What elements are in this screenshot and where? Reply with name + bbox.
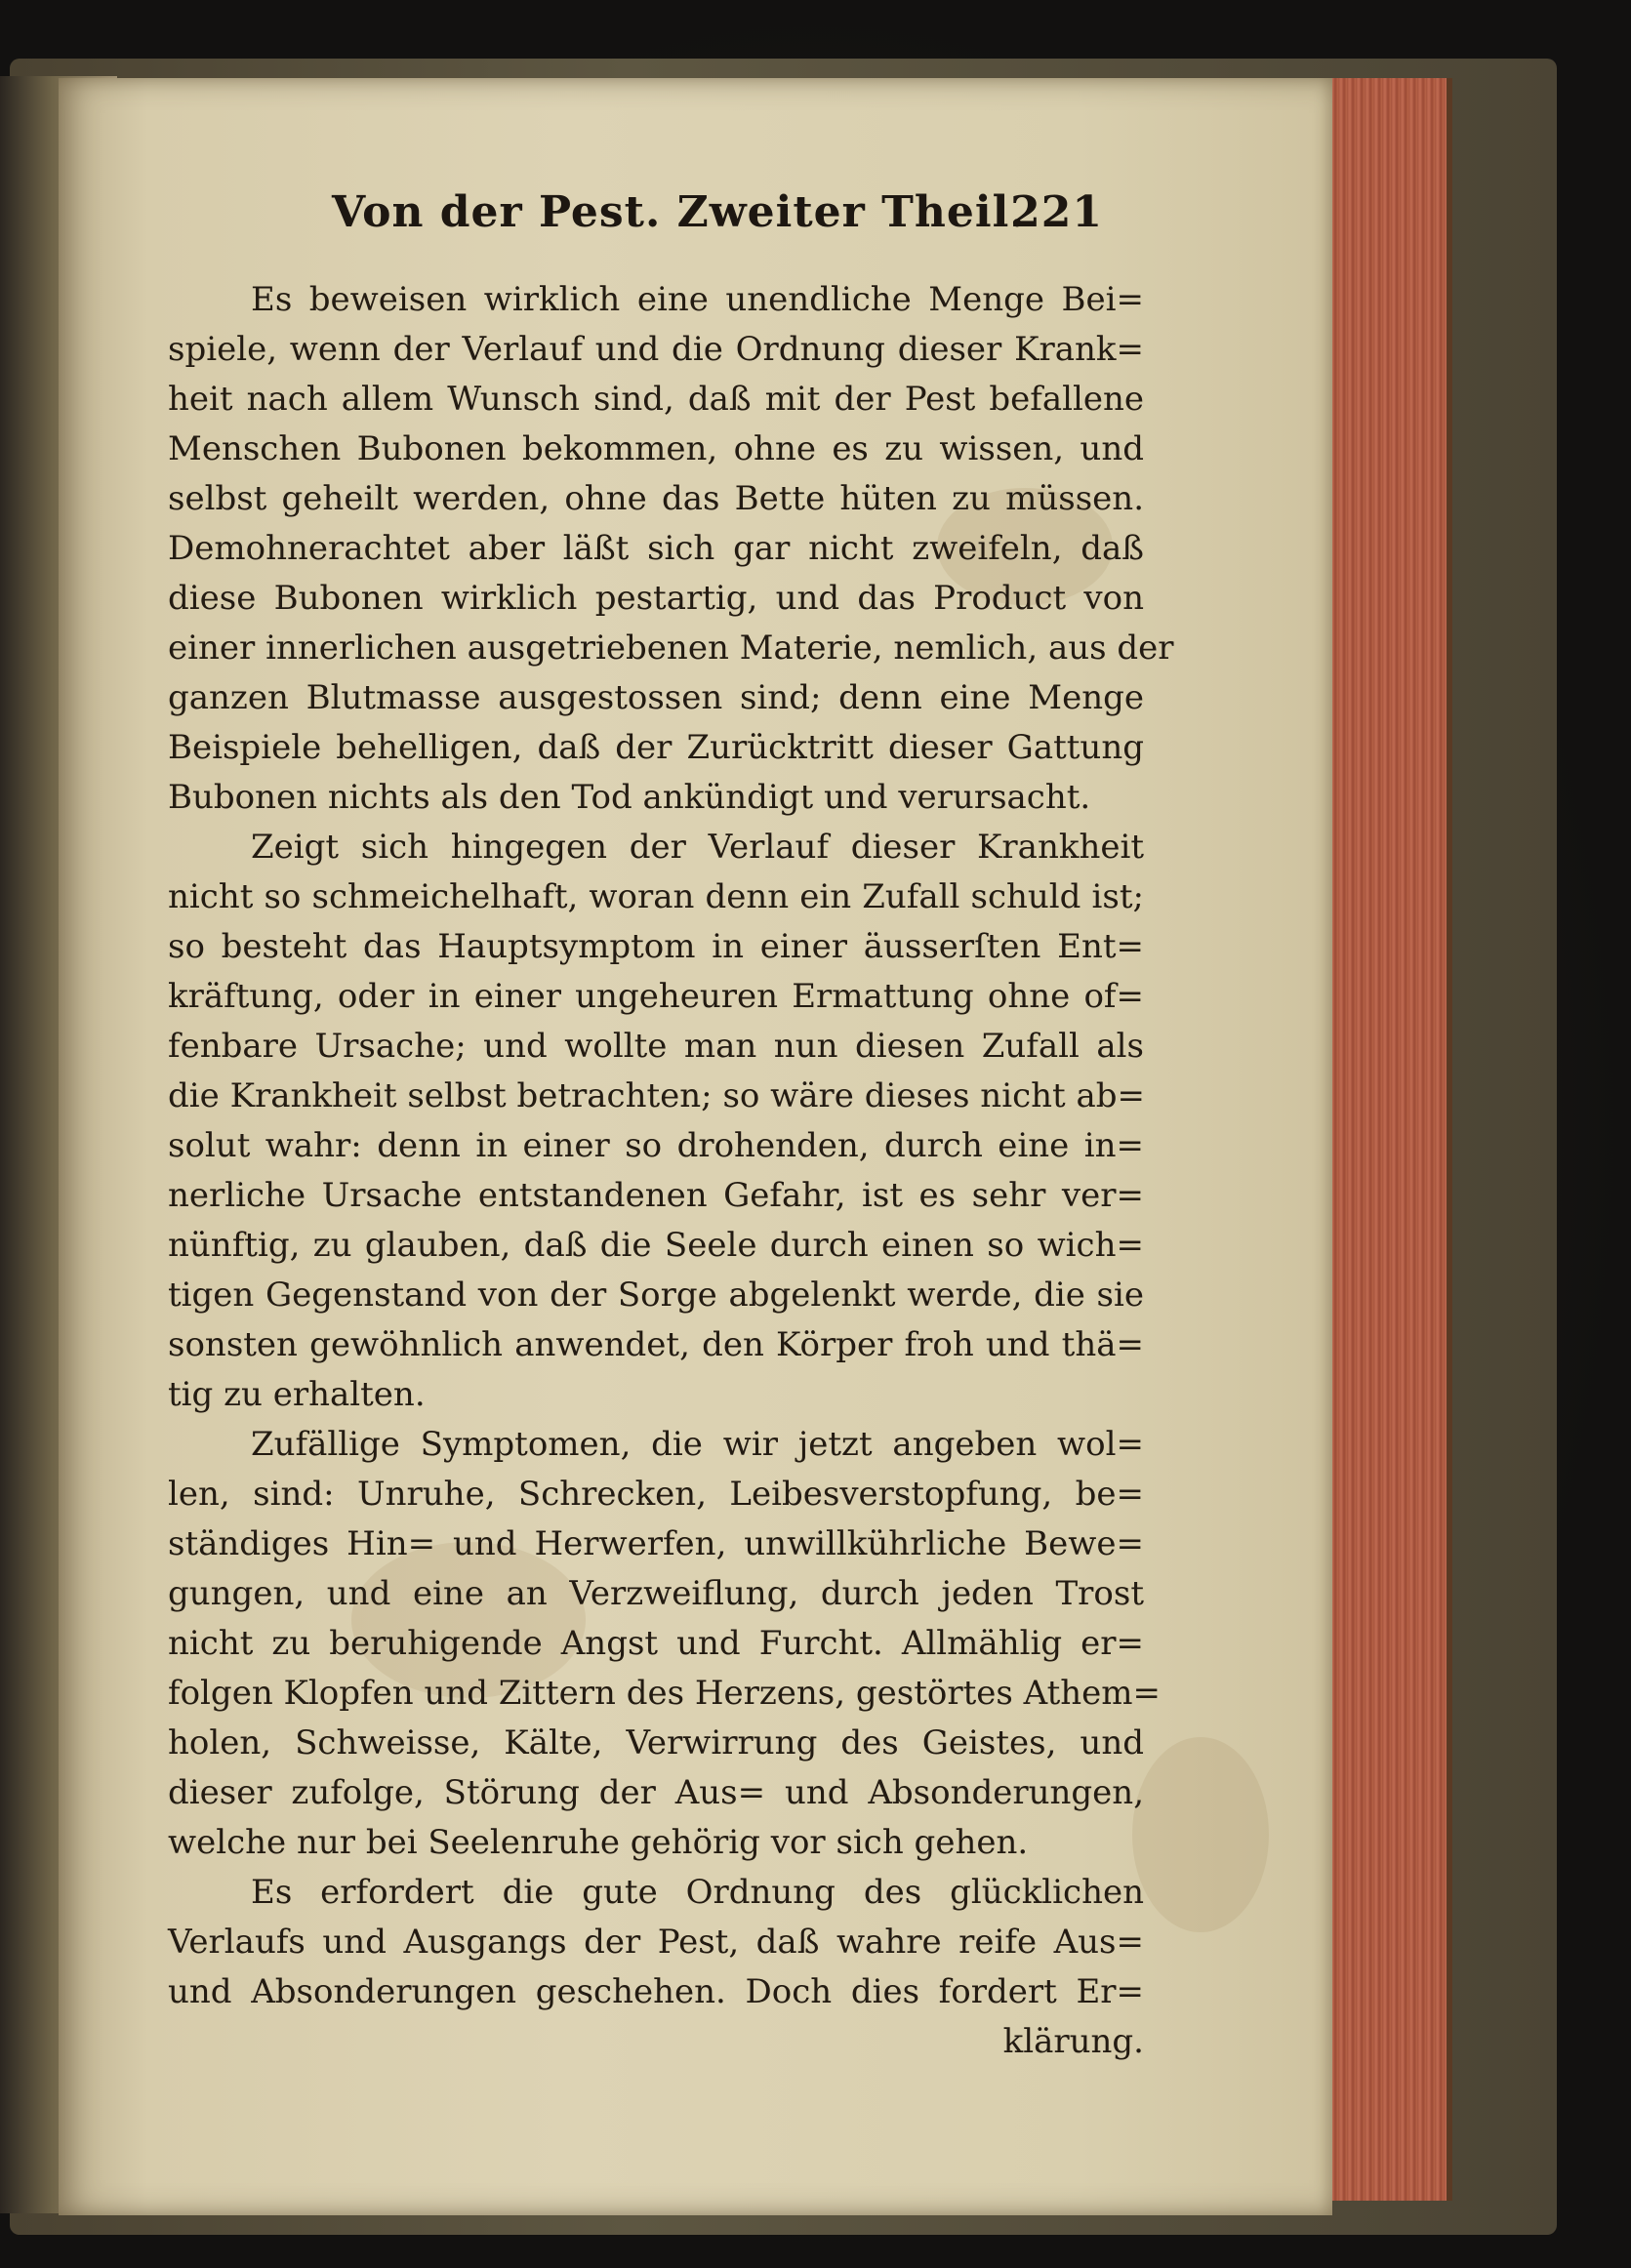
text-line: sonsten gewöhnlich anwendet, den Körper froh und thä= xyxy=(168,1325,1144,1364)
text-line: dieser zufolge, Störung der Aus= und Absonderungen, xyxy=(168,1773,1144,1812)
text-line: diese Bubonen wirklich pestartig, und das Product von xyxy=(168,579,1144,618)
text-line: welche nur bei Seelenruhe gehörig vor sich gehen. xyxy=(168,1823,1029,1862)
text-line: len, sind: Unruhe, Schrecken, Leibesverstopfung, be= xyxy=(168,1475,1144,1514)
text-line: nicht so schmeichelhaft, woran denn ein Zufall schuld ist; xyxy=(168,877,1144,916)
page-edges xyxy=(1329,78,1452,2201)
text-line: Es erfordert die gute Ordnung des glücklichen xyxy=(251,1873,1144,1912)
text-line: so besteht das Hauptsymptom in einer äusserſten Ent= xyxy=(168,927,1144,966)
text-line: nicht zu beruhigende Angst und Furcht. Allmählig er= xyxy=(168,1624,1144,1663)
text-line: kräftung, oder in einer ungeheuren Ermattung ohne of= xyxy=(168,977,1144,1016)
text-line: Zufällige Symptomen, die wir jetzt angeben wol= xyxy=(251,1425,1144,1464)
text-line: Demohnerachtet aber läßt sich gar nicht zweifeln, daß xyxy=(168,529,1144,568)
text-line: Bubonen nichts als den Tod ankündigt und verursacht. xyxy=(168,778,1091,817)
text-line: tig zu erhalten. xyxy=(168,1375,426,1414)
page-number: 221 xyxy=(1010,187,1103,237)
text-line: Verlaufs und Ausgangs der Pest, daß wahre reife Aus= xyxy=(168,1923,1144,1962)
text-line: holen, Schweisse, Kälte, Verwirrung des Geistes, und xyxy=(168,1723,1144,1762)
text-line: gungen, und eine an Verzweiflung, durch jeden Trost xyxy=(168,1574,1144,1613)
text-line: die Krankheit selbst betrachten; so wäre dieses nicht ab= xyxy=(168,1076,1146,1115)
text-line: selbst geheilt werden, ohne das Bette hüten zu müssen. xyxy=(168,479,1144,518)
text-line: ganzen Blutmasse ausgestossen sind; denn eine Menge xyxy=(168,678,1144,717)
text-line: fenbare Ursache; und wollte man nun diesen Zufall als xyxy=(168,1027,1144,1066)
text-line: einer innerlichen ausgetriebenen Materie, nemlich, aus der xyxy=(168,628,1174,668)
text-line: Beispiele behelligen, daß der Zurücktritt dieser Gattung xyxy=(168,728,1144,767)
text-line: solut wahr: denn in einer so drohenden, durch eine in= xyxy=(168,1126,1144,1165)
text-line: Menschen Bubonen bekommen, ohne es zu wissen, und xyxy=(168,429,1144,468)
text-line: nünftig, zu glauben, daß die Seele durch einen so wich= xyxy=(168,1226,1144,1265)
running-title: Von der Pest. Zweiter Theil. xyxy=(332,187,1026,237)
text-line: heit nach allem Wunsch sind, daß mit der Pest befallene xyxy=(168,380,1144,419)
body-text xyxy=(168,275,1174,2067)
running-header xyxy=(332,187,1113,246)
text-line: Es beweisen wirklich eine unendliche Menge Bei= xyxy=(251,280,1144,319)
text-line: nerliche Ursache entstandenen Gefahr, ist es sehr ver= xyxy=(168,1176,1144,1215)
text-line: Zeigt sich hingegen der Verlauf dieser Krankheit xyxy=(251,828,1144,867)
foxing-stain xyxy=(1132,1737,1269,1932)
text-line: tigen Gegenstand von der Sorge abgelenkt werde, die sie xyxy=(168,1276,1144,1315)
catchword: klärung. xyxy=(1002,2022,1144,2061)
text-line: spiele, wenn der Verlauf und die Ordnung dieser Krank= xyxy=(168,330,1144,369)
text-line: ständiges Hin= und Herwerfen, unwillkührliche Bewe= xyxy=(168,1524,1144,1563)
text-line: folgen Klopfen und Zittern des Herzens, gestörtes Athem= xyxy=(168,1674,1161,1713)
text-line: und Absonderungen geschehen. Doch dies fordert Er= xyxy=(168,1972,1144,2011)
